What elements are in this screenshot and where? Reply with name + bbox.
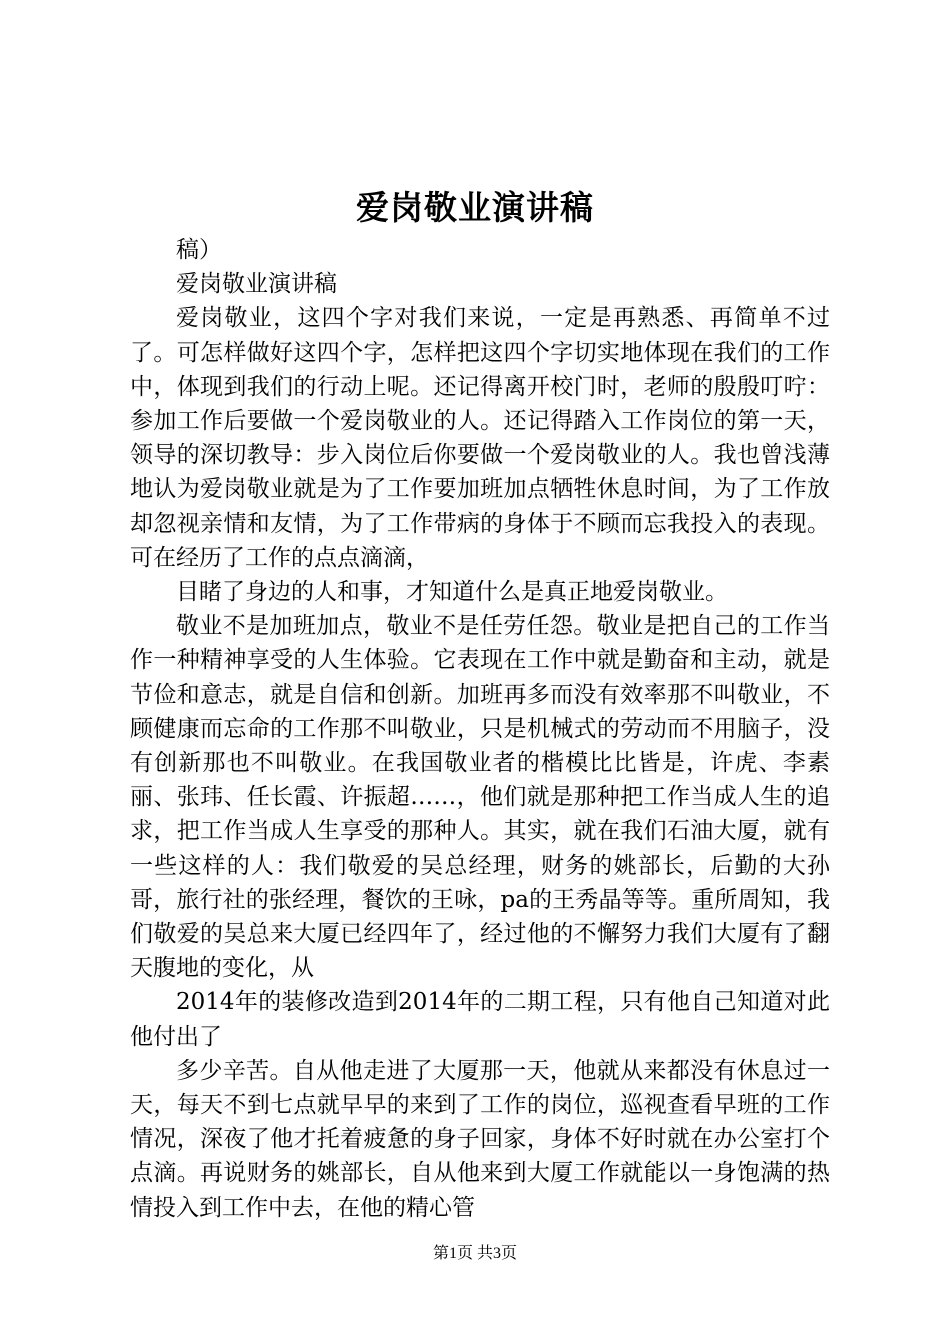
- paragraph: 多少辛苦。自从他走进了大厦那一天，他就从来都没有休息过一天，每天不到七点就早早的来到了工作的岗位，巡视查看早班的工作情况，深夜了他才托着疲惫的身子回家，身体不好时就在办公室打个点滴。再说财务的姚部长，自从他来到大厦工作就能以一身饱满的热情投入到工作中去，在他的精心管: [130, 1057, 830, 1221]
- document-title: 爱岗敬业演讲稿: [356, 188, 594, 227]
- paragraph: 稿）: [176, 237, 222, 263]
- document-body: [130, 233, 830, 1225]
- paragraph: 爱岗敬业，这四个字对我们来说，一定是再熟悉、再简单不过了。可怎样做好这四个字，怎样把这四个字切实地体现在我们的工作中，体现到我们的行动上呢。还记得离开校门时，老师的殷殷叮咛：参加工作后要做一个爱岗敬业的人。还记得踏入工作岗位的第一天，领导的深切教导：步入岗位后你要做一个爱岗敬业的人。我也曾浅薄地认为爱岗敬业就是为了工作要加班加点牺牲休息时间，为了工作放却忽视亲情和友情，为了工作带病的身体于不顾而忘我投入的表现。可在经历了工作的点点滴滴，: [130, 305, 830, 571]
- paragraph: 敬业不是加班加点，敬业不是任劳任怨。敬业是把自己的工作当作一种精神享受的人生体验。它表现在工作中就是勤奋和主动，就是节俭和意志，就是自信和创新。加班再多而没有效率那不叫敬业，不顾健康而忘命的工作那不叫敬业，只是机械式的劳动而不用脑子，没有创新那也不叫敬业。在我国敬业者的楷模比比皆是，许虎、李素丽、张玮、任长霞、许振超……，他们就是那种把工作当成人生的追求，把工作当成人生享受的那种人。其实，就在我们石油大厦，就有一些这样的人：我们敬爱的吴总经理，财务的姚部长，后勤的大孙哥，旅行社的张经理，餐饮的王咏，pa的王秀晶等等。重所周知，我们敬爱的吴总来大厦已经四年了，经过他的不懈努力我们大厦有了翻天腹地的变化，从: [130, 613, 830, 982]
- paragraph: 2014年的装修改造到2014年的二期工程，只有他自己知道对此他付出了: [130, 989, 830, 1050]
- paragraph: 目睹了身边的人和事，才知道什么是真正地爱岗敬业。: [176, 579, 728, 606]
- paragraph: 爱岗敬业演讲稿: [176, 271, 337, 298]
- page-footer: 第1页 共3页: [432, 1245, 517, 1262]
